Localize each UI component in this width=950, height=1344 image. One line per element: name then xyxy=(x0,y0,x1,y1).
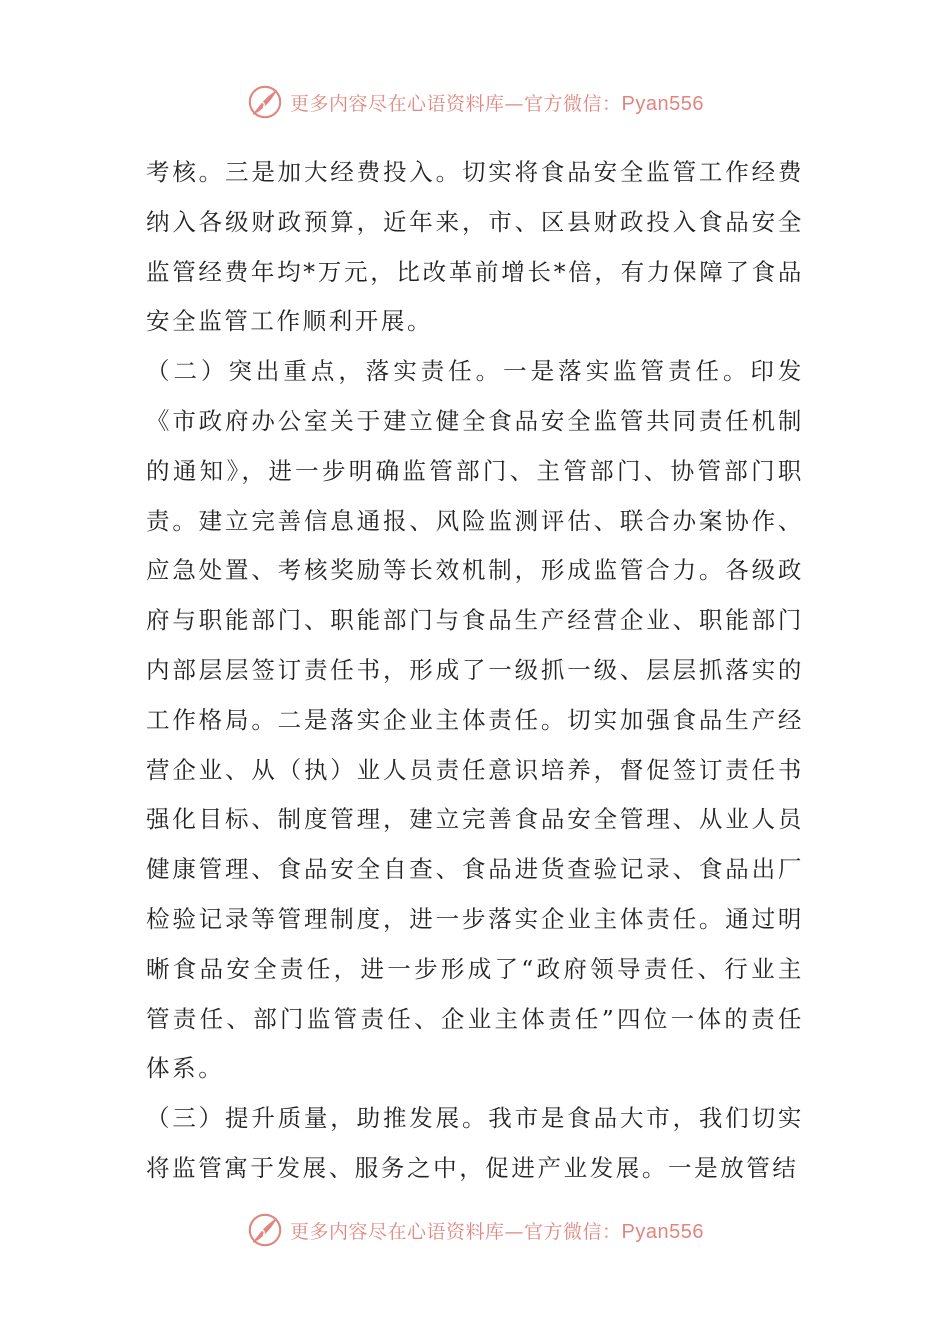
quill-logo-icon xyxy=(246,1211,284,1249)
footer-banner-inner xyxy=(246,1211,704,1249)
paragraph-responsibility: （二）突出重点，落实责任。一是落实监管责任。印发《市政府办公室关于建立健全食品安全监管共同责任机制的通知》，进一步明确监管部门、主管部门、协管部门职责。建立完善信息通报、风险监测评估、联合办案协作、应急处置、考核奖励等长效机制，形成监管合力。各级政府与职能部门、职能部门与食品生产经营企业、职能部门内部层层签订责任书，形成了一级抓一级、层层抓落实的工作格局。二是落实企业主体责任。切实加强食品生产经营企业、从（执）业人员责任意识培养，督促签订责任书强化目标、制度管理，建立完善食品安全管理、从业人员健康管理、食品安全自查、食品进货查验记录、食品出厂检验记录等管理制度，进一步落实企业主体责任。通过明晰食品安全责任，进一步形成了“政府领导责任、行业主管责任、部门监管责任、企业主体责任”四位一体的责任体系。 xyxy=(146,357,804,1083)
footer-banner xyxy=(0,1208,950,1252)
footer-banner-text xyxy=(290,1217,704,1244)
footer-banner-label: 更多内容尽在心语资料库—官方微信： xyxy=(290,1220,622,1243)
document-body xyxy=(146,148,804,1194)
footer-banner-wechat-id: Pyan556 xyxy=(621,1220,704,1243)
quill-logo-icon xyxy=(246,83,284,121)
header-banner-inner xyxy=(246,83,704,121)
paragraph-funding: 考核。三是加大经费投入。切实将食品安全监管工作经费纳入各级财政预算，近年来，市、区县财政投入食品安全监管经费年均*万元，比改革前增长*倍，有力保障了食品安全监管工作顺利开展。 xyxy=(146,158,804,336)
header-banner-label: 更多内容尽在心语资料库—官方微信： xyxy=(290,92,622,115)
header-banner-text xyxy=(290,89,704,116)
header-banner xyxy=(0,80,950,124)
paragraph-quality: （三）提升质量，助推发展。我市是食品大市，我们切实将监管寓于发展、服务之中，促进产业发展。一是放管结 xyxy=(146,1104,804,1182)
header-banner-wechat-id: Pyan556 xyxy=(621,92,704,115)
